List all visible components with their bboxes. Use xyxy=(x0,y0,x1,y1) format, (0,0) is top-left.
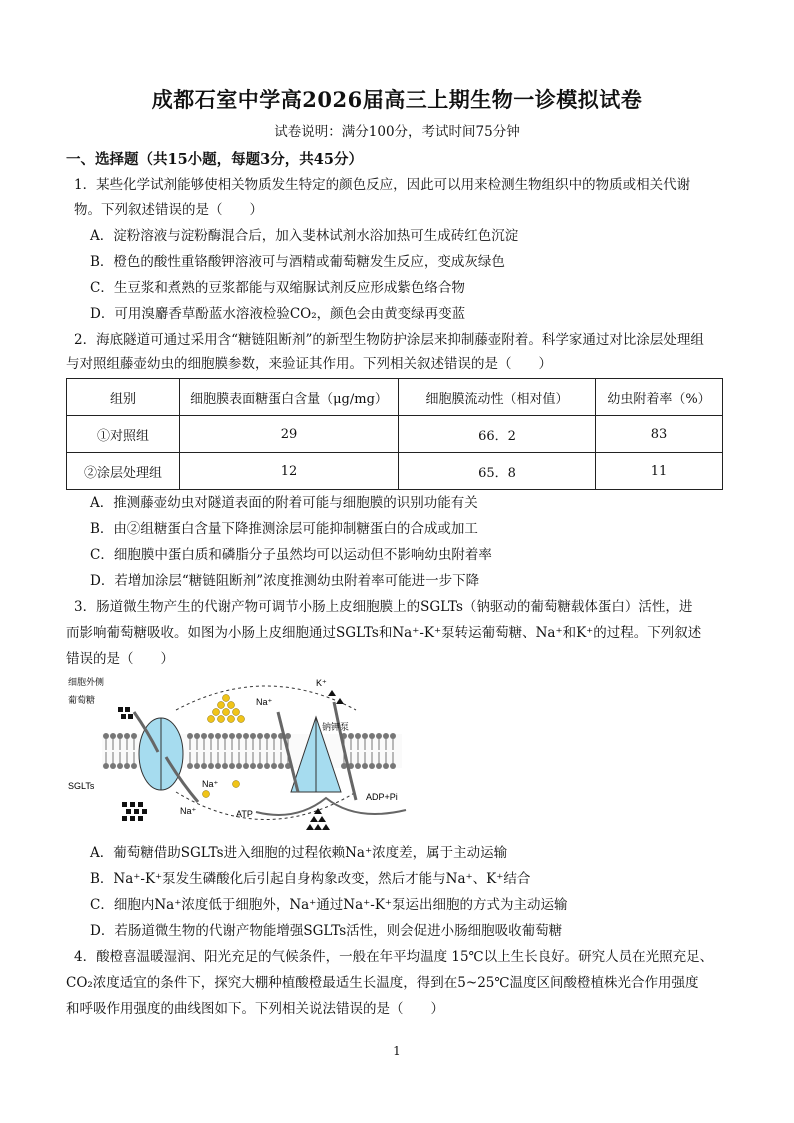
atp-label: ATP xyxy=(236,809,253,819)
section-heading: 一、选择题（共15小题，每题3分，共45分） xyxy=(66,151,363,168)
table-row xyxy=(67,416,723,453)
q4-stem-line2: CO₂浓度适宜的条件下，探究大棚种植酸橙最适生长温度，得到在5~25℃温度区间酸橙植株光合作用强度 xyxy=(66,975,699,991)
q4-stem-line1: 4．酸橙喜温暖湿润、阳光充足的气候条件，一般在年平均温度 15℃以上生长良好。研究人员在光照充足、 xyxy=(74,949,714,965)
sglts-label: SGLTs xyxy=(68,781,95,791)
q3-stem-line2: 而影响葡萄糖吸收。如图为小肠上皮细胞通过SGLTs和Na⁺-K⁺泵转运葡萄糖、Na⁺和K⁺的过程。下列叙述 xyxy=(66,625,702,641)
table-cell: 12 xyxy=(180,453,399,490)
q1-option-d: D．可用溴麝香草酚蓝水溶液检验CO₂，颜色会由黄变绿再变蓝 xyxy=(90,306,466,322)
q1-option-a: A．淀粉溶液与淀粉酶混合后，加入斐林试剂水浴加热可生成砖红色沉淀 xyxy=(90,228,519,244)
adp-label: ADP+Pi xyxy=(366,792,398,802)
pump-label: 钠钾泵 xyxy=(322,722,350,732)
table-header-row xyxy=(67,379,723,416)
q3-stem-line3: 错误的是（ ） xyxy=(66,651,174,667)
q1-option-b: B．橙色的酸性重铬酸钾溶液可与酒精或葡萄糖发生反应，变成灰绿色 xyxy=(90,254,505,270)
table-cell: ①对照组 xyxy=(67,416,180,453)
q2-data-table xyxy=(66,378,723,490)
q2-option-b: B．由②组糖蛋白含量下降推测涂层可能抑制糖蛋白的合成或加工 xyxy=(90,521,478,537)
q1-option-c: C．生豆浆和煮熟的豆浆都能与双缩脲试剂反应形成紫色络合物 xyxy=(90,280,465,296)
page-title: 成都石室中学高2026届高三上期生物一诊模拟试卷 xyxy=(151,87,643,112)
q4-stem-line3: 和呼吸作用强度的曲线图如下。下列相关说法错误的是（ ） xyxy=(66,1001,444,1017)
q2-stem-line1: 2．海底隧道可通过采用含“糖链阻断剂”的新型生物防护涂层来抑制藤壶附着。科学家通过对比涂层处理组 xyxy=(74,332,704,348)
q3-option-d: D．若肠道微生物的代谢产物能增强SGLTs活性，则会促进小肠细胞吸收葡萄糖 xyxy=(90,923,563,939)
table-header: 细胞膜表面糖蛋白含量（μg/mg） xyxy=(180,379,399,416)
table-cell: 83 xyxy=(596,416,723,453)
table-header: 细胞膜流动性（相对值） xyxy=(399,379,596,416)
table-cell: ②涂层处理组 xyxy=(67,453,180,490)
glucose-inside-icons xyxy=(122,802,147,821)
glucose-label: 葡萄糖 xyxy=(68,695,96,705)
q2-option-c: C．细胞膜中蛋白质和磷脂分子虽然均可以运动但不影响幼虫附着率 xyxy=(90,547,492,563)
table-header: 幼虫附着率（%） xyxy=(596,379,723,416)
q3-option-c: C．细胞内Na⁺浓度低于细胞外，Na⁺通过Na⁺-K⁺泵运出细胞的方式为主动运输 xyxy=(90,897,568,913)
q1-stem-line2: 物。下列叙述错误的是（ ） xyxy=(74,202,263,218)
page-number: 1 xyxy=(393,1044,401,1058)
table-header: 组别 xyxy=(67,379,180,416)
membrane-transport-diagram xyxy=(66,672,466,840)
glucose-outside-icons xyxy=(118,707,133,719)
table-cell: 11 xyxy=(596,453,723,490)
q3-stem-line1: 3．肠道微生物产生的代谢产物可调节小肠上皮细胞膜上的SGLTs（钠驱动的葡萄糖载体蛋白）活性，进 xyxy=(74,599,693,615)
q3-option-b: B．Na⁺-K⁺泵发生磷酸化后引起自身构象改变，然后才能与Na⁺、K⁺结合 xyxy=(90,871,531,887)
q1-stem-line1: 1．某些化学试剂能够使相关物质发生特定的颜色反应，因此可以用来检测生物组织中的物质或相关代谢 xyxy=(74,177,691,193)
q2-option-a: A．推测藤壶幼虫对隧道表面的附着可能与细胞膜的识别功能有关 xyxy=(90,495,478,511)
exam-instructions: 试卷说明：满分100分，考试时间75分钟 xyxy=(274,124,520,140)
table-cell: 29 xyxy=(180,416,399,453)
na-bottom-label: Na⁺ xyxy=(180,806,197,816)
q2-option-d: D．若增加涂层“糖链阻断剂”浓度推测幼虫附着率可能进一步下降 xyxy=(90,573,480,589)
na-inside-label: Na⁺ xyxy=(202,779,219,789)
q3-option-a: A．葡萄糖借助SGLTs进入细胞的过程依赖Na⁺浓度差，属于主动运输 xyxy=(90,845,508,861)
k-top-label: K⁺ xyxy=(316,678,327,688)
table-cell: 65．8 xyxy=(399,453,596,490)
q2-stem-line2: 与对照组藤壶幼虫的细胞膜参数，来验证其作用。下列相关叙述错误的是（ ） xyxy=(66,356,552,372)
outside-label: 细胞外侧 xyxy=(68,677,105,687)
table-row xyxy=(67,453,723,490)
table-cell: 66．2 xyxy=(399,416,596,453)
na-top-label: Na⁺ xyxy=(256,697,273,707)
